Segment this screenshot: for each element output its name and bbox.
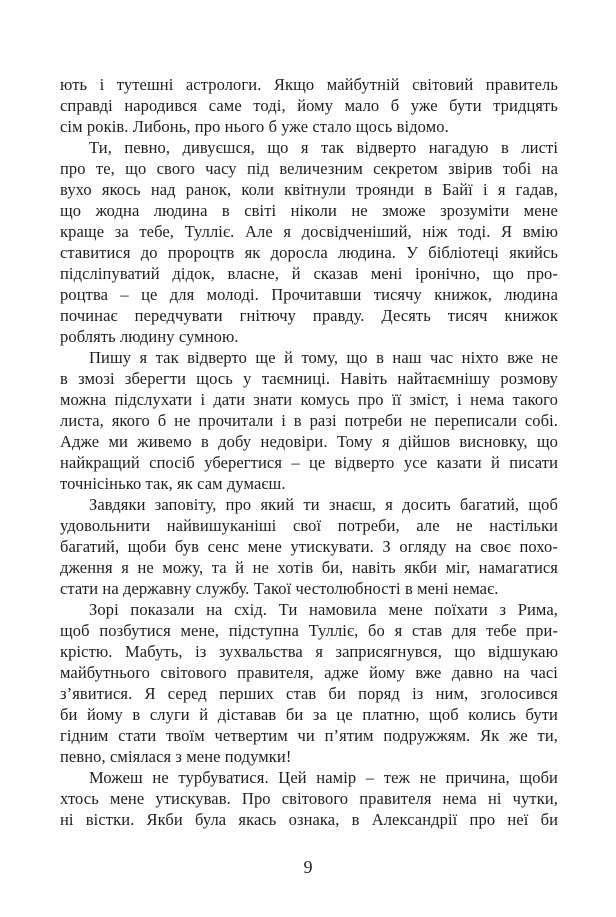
text-line: ні вістки. Якби була якась ознака, в Александрії про неї би <box>60 810 558 829</box>
text-line: гідним стати твоїм четвертим чи п’ятим подружжям. Як же ти, <box>60 726 558 745</box>
page-text <box>60 74 558 830</box>
page-number: 9 <box>303 857 313 877</box>
text-line: роблять людину сумною. <box>60 327 239 346</box>
paragraph <box>60 599 558 767</box>
text-line: ставитися до пророцтв як доросла людина. У бібліотеці якийсь <box>60 243 558 262</box>
text-line: краще за тебе, Тулліє. Але я досвідченіший, ніж тоді. Я вмію <box>60 222 558 241</box>
text-line: стати на державну службу. Такої честолюбності в мені немає. <box>60 579 499 598</box>
paragraph <box>60 347 558 494</box>
text-line: майбутнього світового правителя, адже йому вже давно на часі <box>60 663 558 682</box>
text-line: можна підслухати і дати знати комусь про її зміст, і нема такого <box>60 390 558 409</box>
text-line: про те, що свого часу під величезним секретом звірив тобі на <box>60 159 558 178</box>
text-line: хтось мене утискував. Про світового правителя нема ні чутки, <box>60 789 558 808</box>
text-line: удовольнити найвишуканіші свої потреби, але не настільки <box>60 516 558 535</box>
text-line: Ти, певно, дивуєшся, що я так відверто нагадую в листі <box>89 138 558 157</box>
text-line: найкращий спосіб уберегтися – це відверто усе казати й писати <box>60 453 558 472</box>
text-line: що жодна людина в світі ніколи не зможе зрозуміти мене <box>60 201 558 220</box>
text-line: справді народився саме тоді, йому мало б уже бути тридцять <box>60 96 558 115</box>
text-line: Пишу я так відверто ще й тому, що в наш час ніхто вже не <box>89 348 558 367</box>
paragraph <box>60 137 558 347</box>
text-line: Можеш не турбуватися. Цей намір – теж не причина, щоби <box>89 768 558 787</box>
paragraph <box>60 74 558 137</box>
text-line: починає передчувати гнітючу правду. Десять тисяч книжок <box>60 306 558 325</box>
text-line: багатий, щоби був сенс мене утискувати. З огляду на своє похо- <box>60 537 558 556</box>
text-line: певно, сміялася з мене подумки! <box>60 747 292 766</box>
text-line: щоб позбутися мене, підступна Тулліє, бо я став для тебе при- <box>60 621 558 640</box>
text-line: крістю. Мабуть, із зухвальства я заприсягнувся, що відшукаю <box>60 642 558 661</box>
text-line: вухо якось над ранок, коли квітнули троянди в Байї і я гадав, <box>60 180 558 199</box>
text-line: підсліпуватий дідок, власне, й сказав мені іронічно, що про- <box>60 264 558 283</box>
text-line: точнісінько так, як сам думаєш. <box>60 474 286 493</box>
text-line: Завдяки заповіту, про який ти знаєш, я досить багатий, щоб <box>89 495 558 514</box>
text-line: в змозі зберегти щось у таємниці. Навіть найтаємнішу розмову <box>60 369 558 388</box>
text-line: Зорі показали на схід. Ти намовила мене поїхати з Рима, <box>89 600 558 619</box>
text-line: листа, якого б не прочитали і в разі потреби не переписали собі. <box>60 411 558 430</box>
paragraph <box>60 767 558 830</box>
text-line: з’явитися. Я серед перших став би поряд із ним, зголосився <box>60 684 558 703</box>
text-line: Адже ми живемо в добу недовіри. Тому я дійшов висновку, що <box>60 432 558 451</box>
paragraph <box>60 494 558 599</box>
text-line: ють і тутешні астрологи. Якщо майбутній світовий правитель <box>60 75 558 94</box>
text-line: роцтва – це для молоді. Прочитавши тисячу книжок, людина <box>60 285 558 304</box>
text-line: дження я не можу, та й не хотів би, навіть якби міг, намагатися <box>60 558 558 577</box>
text-line: сім років. Либонь, про нього б уже стало щось відомо. <box>60 117 449 136</box>
text-line: би йому в слуги й діставав би за це платню, щоб колись бути <box>60 705 558 724</box>
